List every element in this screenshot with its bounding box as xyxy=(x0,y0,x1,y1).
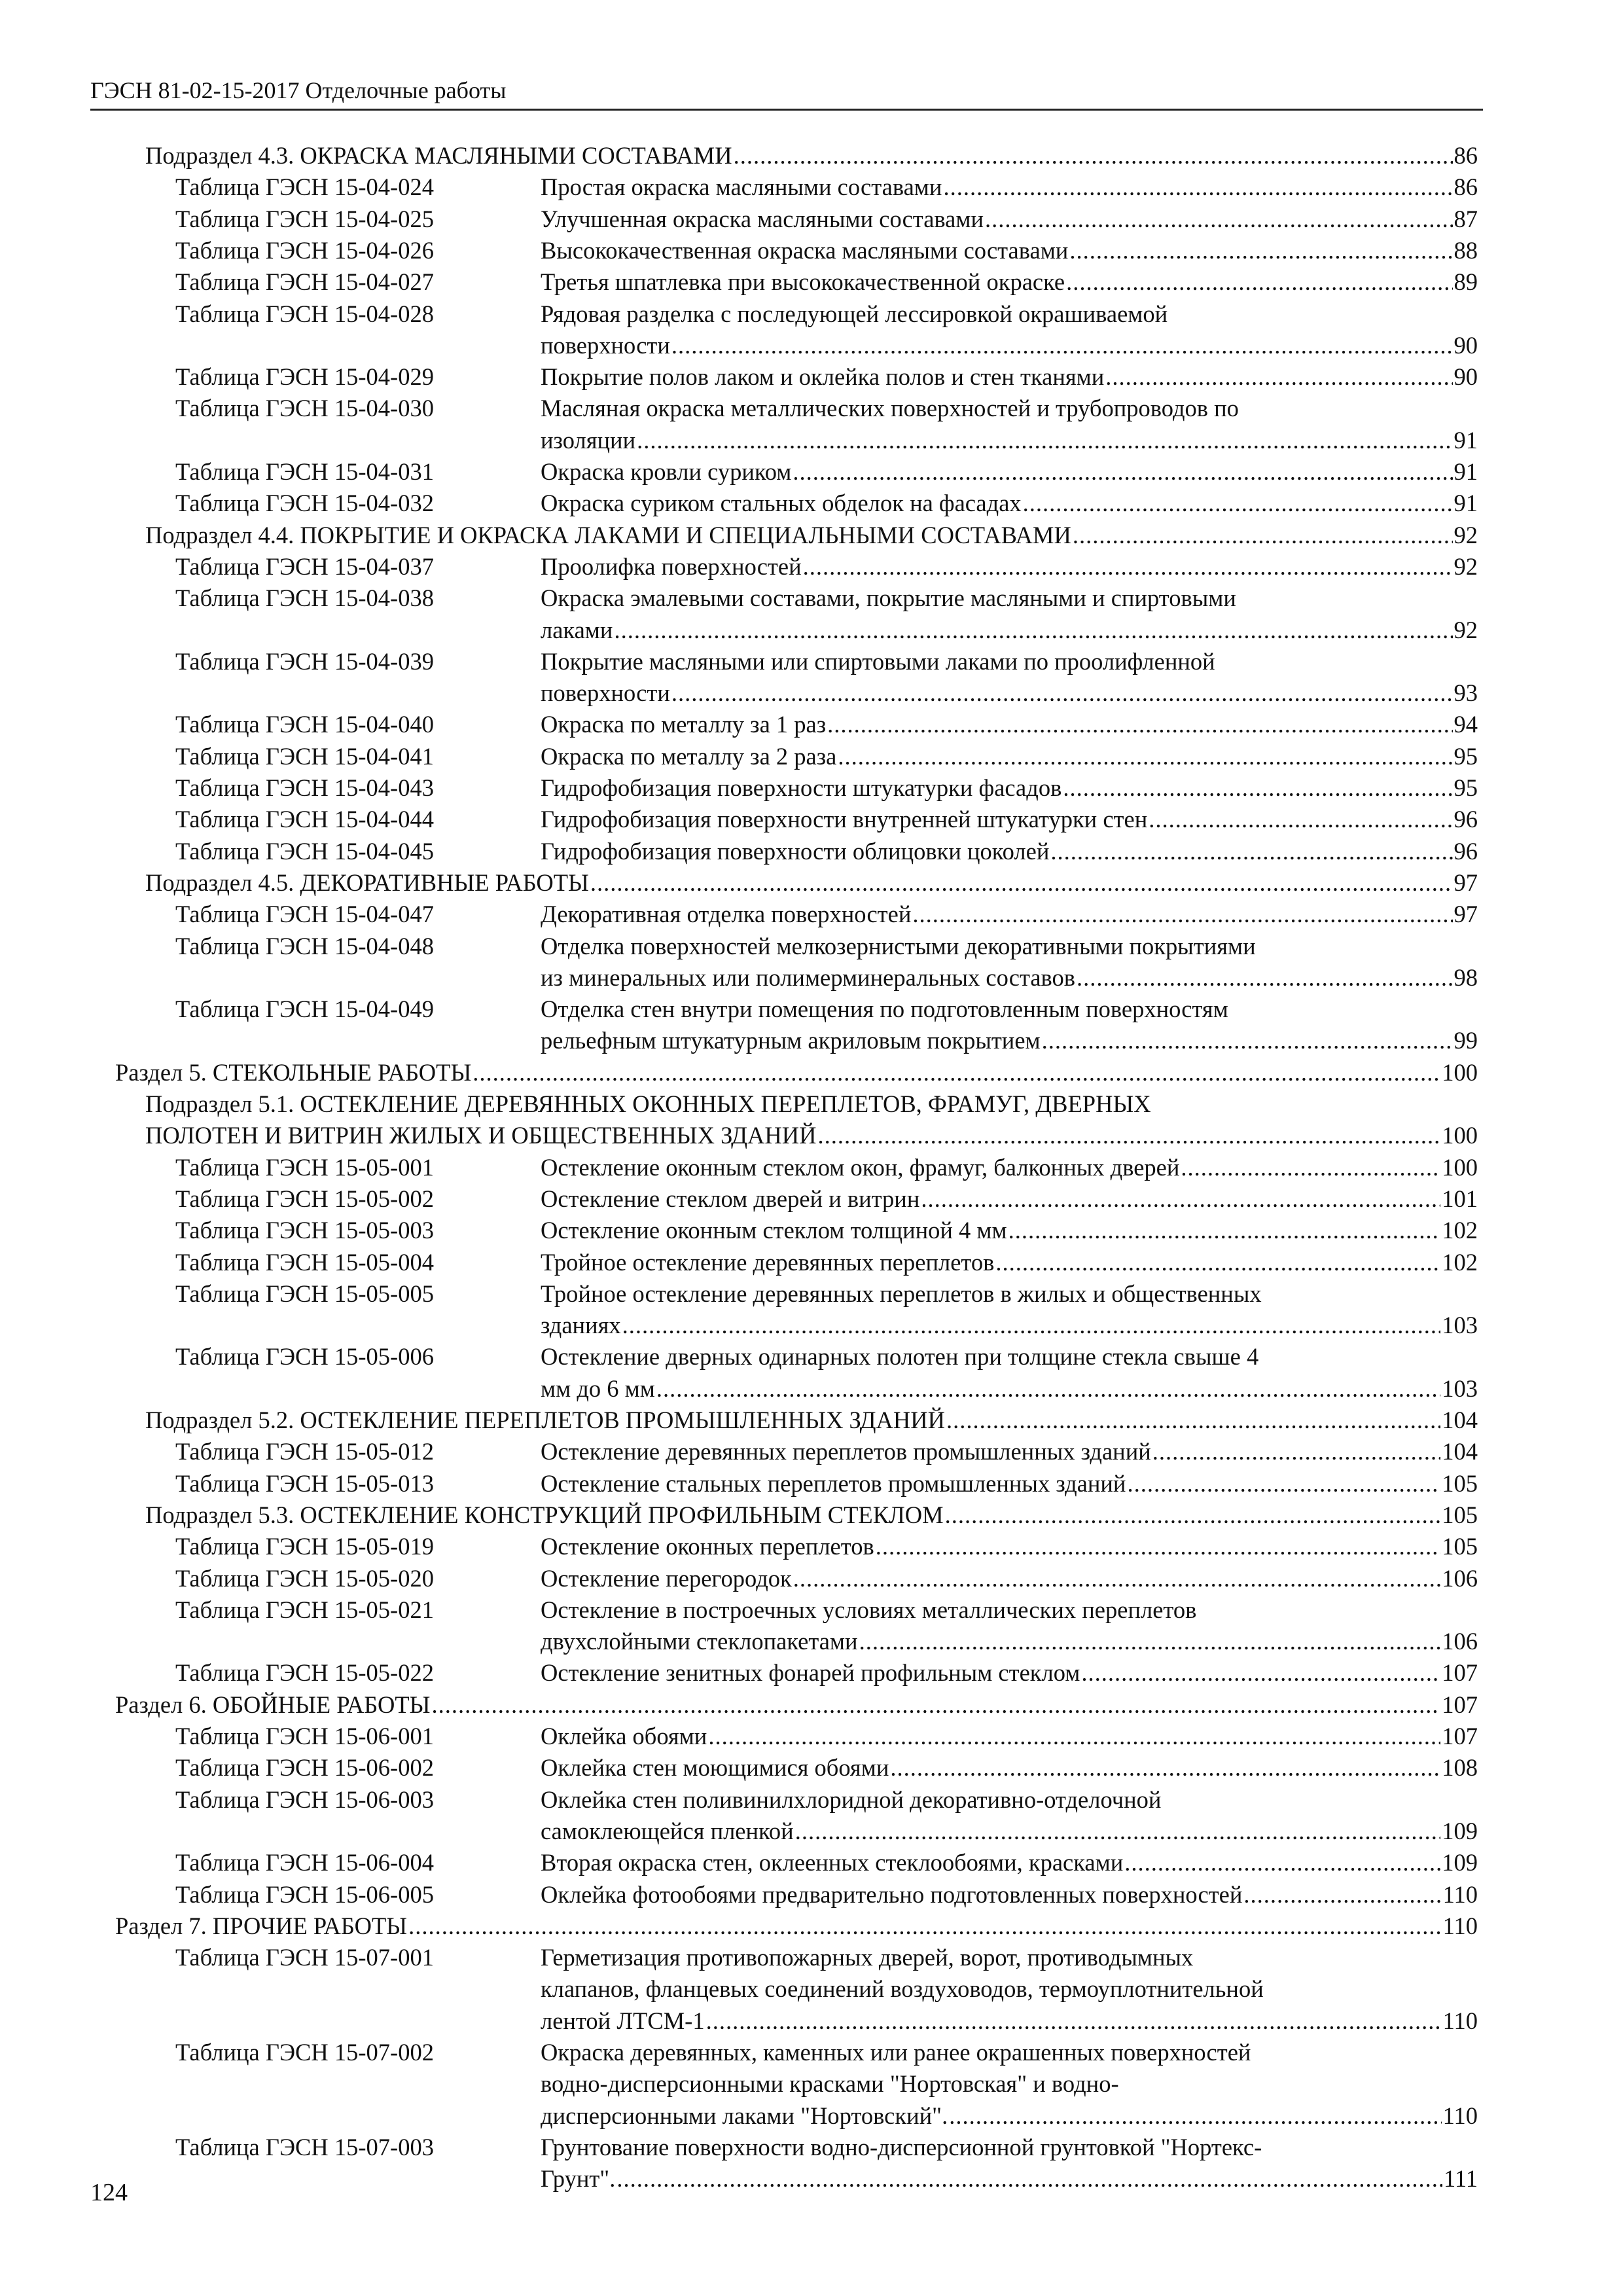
entry-title: Остекление перегородок xyxy=(541,1564,792,1592)
dot-leader xyxy=(622,1310,1441,1341)
entry-page: 96 xyxy=(1454,806,1478,833)
entry-title: двухслойными стеклопакетами xyxy=(541,1628,858,1655)
dot-leader xyxy=(1077,962,1452,994)
entry-title: Остекление оконным стеклом окон, фрамуг, балконных дверей xyxy=(541,1153,1180,1181)
entry-title: Тройное остекление деревянных переплетов xyxy=(541,1248,995,1276)
table-code: Таблица ГЭСН 15-05-021 xyxy=(175,1596,434,1623)
table-title-line xyxy=(541,2100,1478,2132)
entry-page: 107 xyxy=(1442,1659,1478,1687)
toc-subsection xyxy=(145,520,1478,551)
entry-title: дисперсионными лаками "Нортовский". xyxy=(541,2102,948,2129)
dot-leader xyxy=(1042,1025,1453,1056)
dot-leader xyxy=(793,456,1452,488)
dot-leader xyxy=(795,1816,1441,1847)
table-title-line xyxy=(541,456,1478,488)
entry-page: 92 xyxy=(1454,521,1478,548)
table-code: Таблица ГЭСН 15-04-030 xyxy=(175,395,434,422)
page-number: 124 xyxy=(90,2179,128,2206)
entry-title: Оклейка фотообоями предварительно подготовленных поверхностей xyxy=(541,1880,1243,1908)
table-code: Таблица ГЭСН 15-04-043 xyxy=(175,774,434,801)
entry-title: самоклеющейся пленкой xyxy=(541,1817,794,1844)
dot-leader xyxy=(1063,772,1452,804)
toc-section xyxy=(115,1057,1478,1088)
entry-page: 109 xyxy=(1442,1817,1478,1844)
entry-title: рельефным штукатурным акриловым покрытием xyxy=(541,1027,1041,1054)
table-title-line xyxy=(541,836,1478,867)
table-title-line xyxy=(541,1468,1478,1499)
entry-page: 92 xyxy=(1454,552,1478,580)
entry-title: Покрытие полов лаком и оклейка полов и стен тканями xyxy=(541,363,1105,391)
table-title-line: водно-дисперсионными красками "Нортовская" и водно- xyxy=(541,2070,1119,2098)
entry-title: Подраздел 5.2. ОСТЕКЛЕНИЕ ПЕРЕПЛЕТОВ ПРОМЫШЛЕННЫХ ЗДАНИЙ xyxy=(145,1407,945,1433)
table-title-line xyxy=(541,2005,1478,2037)
table-code: Таблица ГЭСН 15-04-026 xyxy=(175,236,434,264)
entry-title: Раздел 6. ОБОЙНЫЕ РАБОТЫ xyxy=(115,1691,431,1718)
entry-page: 95 xyxy=(1454,742,1478,770)
entry-page: 93 xyxy=(1454,679,1478,707)
table-title-line xyxy=(541,804,1478,835)
entry-page: 98 xyxy=(1454,963,1478,991)
dot-leader xyxy=(1081,1657,1440,1689)
entry-page: 95 xyxy=(1454,774,1478,801)
entry-title: Оклейка стен моющимися обоями xyxy=(541,1754,889,1782)
table-title-line xyxy=(541,425,1478,456)
entry-page: 91 xyxy=(1454,426,1478,454)
table-title-line: Покрытие масляными или спиртовыми лаками по проолифленной xyxy=(541,647,1215,675)
table-title-line xyxy=(541,330,1478,361)
dot-leader xyxy=(1181,1152,1440,1183)
entry-page: 89 xyxy=(1454,268,1478,296)
table-code: Таблица ГЭСН 15-04-028 xyxy=(175,300,434,327)
entry-title: Грунт". xyxy=(541,2165,616,2193)
table-title-line xyxy=(541,1215,1478,1246)
table-code: Таблица ГЭСН 15-05-019 xyxy=(175,1533,434,1560)
table-code: Таблица ГЭСН 15-05-005 xyxy=(175,1280,434,1307)
document-title: ГЭСН 81-02-15-2017 Отделочные работы xyxy=(90,77,507,103)
toc-section xyxy=(115,1689,1478,1721)
entry-page: 109 xyxy=(1442,1849,1478,1876)
entry-title: Остекление стеклом дверей и витрин xyxy=(541,1185,920,1212)
table-title-line: Окраска эмалевыми составами, покрытие масляными и спиртовыми xyxy=(541,584,1236,612)
entry-page: 102 xyxy=(1442,1217,1478,1244)
table-title-line xyxy=(541,1531,1478,1562)
dot-leader xyxy=(1069,235,1452,266)
entry-page: 110 xyxy=(1442,2102,1478,2129)
table-title-line xyxy=(541,361,1478,393)
dot-leader xyxy=(671,677,1453,709)
entry-page: 103 xyxy=(1442,1374,1478,1402)
table-code: Таблица ГЭСН 15-05-006 xyxy=(175,1343,434,1371)
table-title-line: Масляная окраска металлических поверхностей и трубопроводов по xyxy=(541,395,1239,422)
table-title-line: Остекление в построечных условиях металлических переплетов xyxy=(541,1596,1197,1623)
table-title-line: Рядовая разделка с последующей лессировкой окрашиваемой xyxy=(541,300,1168,327)
table-title-line xyxy=(541,1626,1478,1657)
table-code: Таблица ГЭСН 15-04-031 xyxy=(175,458,434,485)
table-code: Таблица ГЭСН 15-04-038 xyxy=(175,584,434,612)
entry-title: Подраздел 4.3. ОКРАСКА МАСЛЯНЫМИ СОСТАВАМИ xyxy=(145,142,732,169)
dot-leader xyxy=(1008,1215,1441,1246)
entry-page: 99 xyxy=(1454,1027,1478,1054)
table-title-line xyxy=(541,899,1478,930)
table-title-line xyxy=(541,551,1478,583)
entry-title: лентой ЛТСМ-1 xyxy=(541,2007,705,2034)
table-code: Таблица ГЭСН 15-04-039 xyxy=(175,647,434,675)
dot-leader xyxy=(1152,1436,1440,1467)
entry-page: 101 xyxy=(1442,1185,1478,1212)
table-code: Таблица ГЭСН 15-04-047 xyxy=(175,901,434,928)
entry-title: поверхности xyxy=(541,679,670,707)
entry-page: 106 xyxy=(1442,1628,1478,1655)
entry-page: 86 xyxy=(1454,142,1478,169)
entry-title: Подраздел 4.5. ДЕКОРАТИВНЫЕ РАБОТЫ xyxy=(145,869,589,896)
table-code: Таблица ГЭСН 15-04-029 xyxy=(175,363,434,391)
dot-leader xyxy=(921,1183,1440,1215)
table-code: Таблица ГЭСН 15-04-048 xyxy=(175,932,434,960)
entry-title: Проолифка поверхностей xyxy=(541,552,802,580)
entry-title: Оклейка обоями xyxy=(541,1723,707,1749)
entry-page: 96 xyxy=(1454,837,1478,865)
entry-page: 90 xyxy=(1454,363,1478,391)
table-title-line xyxy=(541,1752,1478,1784)
entry-title: лаками xyxy=(541,616,613,643)
table-code: Таблица ГЭСН 15-05-013 xyxy=(175,1469,434,1497)
toc-subsection xyxy=(145,1405,1478,1436)
table-title-line xyxy=(541,1373,1478,1405)
table-title-line xyxy=(541,1816,1478,1847)
table-code: Таблица ГЭСН 15-07-002 xyxy=(175,2039,434,2066)
entry-page: 100 xyxy=(1442,1058,1478,1086)
entry-page: 103 xyxy=(1442,1312,1478,1339)
entry-page: 106 xyxy=(1442,1564,1478,1592)
dot-leader xyxy=(985,204,1453,235)
dot-leader xyxy=(1023,488,1453,519)
entry-title: Остекление оконных переплетов xyxy=(541,1533,874,1560)
entry-title: Подраздел 4.4. ПОКРЫТИЕ И ОКРАСКА ЛАКАМИ И СПЕЦИАЛЬНЫМИ СОСТАВАМИ xyxy=(145,521,1071,548)
table-code: Таблица ГЭСН 15-04-040 xyxy=(175,711,434,738)
dot-leader xyxy=(408,1910,1441,1942)
dot-leader xyxy=(1124,1847,1440,1878)
table-title-line xyxy=(541,1657,1478,1689)
entry-page: 110 xyxy=(1442,1912,1478,1939)
entry-title: Остекление оконным стеклом толщиной 4 мм xyxy=(541,1217,1007,1244)
table-code: Таблица ГЭСН 15-06-001 xyxy=(175,1723,434,1749)
table-title-line xyxy=(541,1721,1478,1752)
dot-leader xyxy=(706,2005,1442,2037)
entry-page: 88 xyxy=(1454,236,1478,264)
table-code: Таблица ГЭСН 15-04-037 xyxy=(175,552,434,580)
table-code: Таблица ГЭСН 15-04-045 xyxy=(175,837,434,865)
entry-title: Гидрофобизация поверхности штукатурки фасадов xyxy=(541,774,1062,801)
dot-leader xyxy=(995,1247,1440,1278)
table-code: Таблица ГЭСН 15-07-003 xyxy=(175,2133,434,2161)
entry-title: Гидрофобизация поверхности внутренней штукатурки стен xyxy=(541,806,1148,833)
dot-leader xyxy=(1127,1468,1440,1499)
entry-page: 92 xyxy=(1454,616,1478,643)
table-title-line xyxy=(541,1025,1478,1056)
table-title-line: Отделка поверхностей мелкозернистыми декоративными покрытиями xyxy=(541,932,1256,960)
dot-leader xyxy=(1149,804,1452,835)
entry-page: 105 xyxy=(1442,1533,1478,1560)
dot-leader xyxy=(949,2100,1441,2132)
entry-title: поверхности xyxy=(541,331,670,359)
table-title-line xyxy=(541,1436,1478,1467)
dot-leader xyxy=(590,867,1453,899)
entry-title: Декоративная отделка поверхностей xyxy=(541,901,912,928)
table-code: Таблица ГЭСН 15-06-005 xyxy=(175,1880,434,1908)
table-code: Таблица ГЭСН 15-05-002 xyxy=(175,1185,434,1212)
dot-leader xyxy=(656,1373,1440,1405)
entry-page: 97 xyxy=(1454,901,1478,928)
dot-leader xyxy=(890,1752,1440,1784)
entry-page: 87 xyxy=(1454,205,1478,232)
table-title-line xyxy=(541,2163,1478,2195)
table-title-line xyxy=(541,266,1478,298)
dot-leader xyxy=(793,1563,1441,1594)
dot-leader xyxy=(637,425,1452,456)
table-title-line xyxy=(541,488,1478,519)
dot-leader xyxy=(671,330,1453,361)
table-code: Таблица ГЭСН 15-04-049 xyxy=(175,996,434,1023)
table-title-line xyxy=(541,615,1478,646)
dot-leader xyxy=(708,1721,1440,1752)
entry-title: Остекление деревянных переплетов промышленных зданий xyxy=(541,1438,1151,1465)
dot-leader xyxy=(614,615,1452,646)
table-title-line xyxy=(541,1183,1478,1215)
dot-leader xyxy=(946,1405,1440,1436)
table-title-line xyxy=(541,962,1478,994)
entry-title: ПОЛОТЕН И ВИТРИН ЖИЛЫХ И ОБЩЕСТВЕННЫХ ЗДАНИЙ xyxy=(145,1122,817,1149)
entry-page: 104 xyxy=(1442,1438,1478,1465)
table-code: Таблица ГЭСН 15-06-003 xyxy=(175,1785,434,1813)
entry-title: изоляции xyxy=(541,426,636,454)
toc-subsection-cont xyxy=(145,1120,1478,1151)
table-code: Таблица ГЭСН 15-04-025 xyxy=(175,205,434,232)
table-title-line: Грунтование поверхности водно-дисперсионной грунтовкой "Нортекс- xyxy=(541,2133,1262,2161)
table-title-line xyxy=(541,1152,1478,1183)
table-code: Таблица ГЭСН 15-05-022 xyxy=(175,1659,434,1687)
table-code: Таблица ГЭСН 15-04-024 xyxy=(175,173,434,201)
table-title-line xyxy=(541,1847,1478,1878)
entry-page: 107 xyxy=(1442,1691,1478,1718)
table-title-line xyxy=(541,1563,1478,1594)
entry-page: 90 xyxy=(1454,331,1478,359)
entry-title: мм до 6 мм xyxy=(541,1374,655,1402)
dot-leader xyxy=(817,1120,1440,1151)
dot-leader xyxy=(431,1689,1440,1721)
entry-title: Улучшенная окраска масляными составами xyxy=(541,205,984,232)
toc-subsection xyxy=(145,140,1478,171)
toc-section xyxy=(115,1910,1478,1942)
entry-page: 91 xyxy=(1454,490,1478,517)
dot-leader xyxy=(827,709,1452,740)
entry-page: 105 xyxy=(1442,1469,1478,1497)
dot-leader xyxy=(734,140,1453,171)
table-title-line xyxy=(541,709,1478,740)
entry-page: 110 xyxy=(1442,2007,1478,2034)
table-code: Таблица ГЭСН 15-04-027 xyxy=(175,268,434,296)
table-code: Таблица ГЭСН 15-05-001 xyxy=(175,1153,434,1181)
table-code: Таблица ГЭСН 15-04-044 xyxy=(175,806,434,833)
table-title-line: Оклейка стен поливинилхлоридной декоративно-отделочной xyxy=(541,1785,1162,1813)
entry-page: 102 xyxy=(1442,1248,1478,1276)
table-code: Таблица ГЭСН 15-06-002 xyxy=(175,1754,434,1782)
entry-title: Окраска суриком стальных обделок на фасадах xyxy=(541,490,1022,517)
entry-page: 86 xyxy=(1454,173,1478,201)
dot-leader xyxy=(1105,361,1452,393)
dot-leader xyxy=(1066,266,1452,298)
dot-leader xyxy=(945,1499,1441,1531)
entry-page: 91 xyxy=(1454,458,1478,485)
table-code: Таблица ГЭСН 15-06-004 xyxy=(175,1849,434,1876)
table-code: Таблица ГЭСН 15-04-032 xyxy=(175,490,434,517)
table-title-line: клапанов, фланцевых соединений воздуховодов, термоуплотнительной xyxy=(541,1975,1264,2003)
table-code: Таблица ГЭСН 15-04-041 xyxy=(175,742,434,770)
entry-title: Окраска по металлу за 1 раз xyxy=(541,711,827,738)
dot-leader xyxy=(943,171,1452,203)
entry-title: Раздел 5. СТЕКОЛЬНЫЕ РАБОТЫ xyxy=(115,1058,472,1086)
dot-leader xyxy=(803,551,1453,583)
table-code: Таблица ГЭСН 15-05-004 xyxy=(175,1248,434,1276)
entry-page: 97 xyxy=(1454,869,1478,896)
entry-title: Высококачественная окраска масляными составами xyxy=(541,236,1069,264)
table-title-line: Окраска деревянных, каменных или ранее окрашенных поверхностей xyxy=(541,2039,1251,2066)
entry-title: Гидрофобизация поверхности облицовки цоколей xyxy=(541,837,1050,865)
table-title-line: Герметизация противопожарных дверей, ворот, противодымных xyxy=(541,1944,1194,1971)
table-title-line xyxy=(541,1879,1478,1910)
dot-leader xyxy=(1050,836,1452,867)
table-title-line xyxy=(541,171,1478,203)
dot-leader xyxy=(912,899,1452,930)
entry-title: Подраздел 5.3. ОСТЕКЛЕНИЕ КОНСТРУКЦИЙ ПРОФИЛЬНЫМ СТЕКЛОМ xyxy=(145,1501,944,1528)
toc-subsection xyxy=(145,867,1478,899)
entry-page: 94 xyxy=(1454,711,1478,738)
table-title-line xyxy=(541,1247,1478,1278)
table-title-line xyxy=(541,204,1478,235)
entry-page: 100 xyxy=(1442,1153,1478,1181)
entry-title: Раздел 7. ПРОЧИЕ РАБОТЫ xyxy=(115,1912,408,1939)
entry-title: Окраска кровли суриком xyxy=(541,458,792,485)
dot-leader xyxy=(876,1531,1441,1562)
table-title-line: Остекление дверных одинарных полотен при толщине стекла свыше 4 xyxy=(541,1343,1259,1371)
page-header xyxy=(90,77,1483,111)
dot-leader xyxy=(1243,1879,1441,1910)
dot-leader xyxy=(1073,520,1453,551)
table-title-line xyxy=(541,235,1478,266)
toc-subsection xyxy=(145,1499,1478,1531)
dot-leader xyxy=(473,1057,1440,1088)
entry-page: 108 xyxy=(1442,1754,1478,1782)
toc-subsection: Подраздел 5.1. ОСТЕКЛЕНИЕ ДЕРЕВЯННЫХ ОКОННЫХ ПЕРЕПЛЕТОВ, ФРАМУГ, ДВЕРНЫХ xyxy=(145,1090,1151,1117)
table-title-line: Отделка стен внутри помещения по подготовленным поверхностям xyxy=(541,996,1228,1023)
dot-leader xyxy=(859,1626,1441,1657)
table-title-line: Тройное остекление деревянных переплетов в жилых и общественных xyxy=(541,1280,1262,1307)
entry-page: 111 xyxy=(1443,2165,1478,2193)
entry-title: Третья шпатлевка при высококачественной окраске xyxy=(541,268,1065,296)
entry-title: зданиях xyxy=(541,1312,621,1339)
table-code: Таблица ГЭСН 15-07-001 xyxy=(175,1944,434,1971)
entry-title: Окраска по металлу за 2 раза xyxy=(541,742,837,770)
entry-page: 100 xyxy=(1442,1122,1478,1149)
table-title-line xyxy=(541,677,1478,709)
dot-leader xyxy=(616,2163,1442,2195)
entry-page: 110 xyxy=(1442,1880,1478,1908)
entry-title: Остекление зенитных фонарей профильным стеклом xyxy=(541,1659,1080,1687)
table-title-line xyxy=(541,1310,1478,1341)
table-code: Таблица ГЭСН 15-05-012 xyxy=(175,1438,434,1465)
table-title-line xyxy=(541,772,1478,804)
table-code: Таблица ГЭСН 15-05-003 xyxy=(175,1217,434,1244)
entry-page: 105 xyxy=(1442,1501,1478,1528)
entry-title: из минеральных или полимерминеральных составов xyxy=(541,963,1076,991)
dot-leader xyxy=(838,741,1452,772)
entry-title: Остекление стальных переплетов промышленных зданий xyxy=(541,1469,1126,1497)
table-code: Таблица ГЭСН 15-05-020 xyxy=(175,1564,434,1592)
table-title-line xyxy=(541,741,1478,772)
entry-title: Простая окраска масляными составами xyxy=(541,173,942,201)
entry-page: 107 xyxy=(1442,1723,1478,1749)
entry-page: 104 xyxy=(1442,1407,1478,1433)
entry-title: Вторая окраска стен, оклеенных стеклообоями, красками xyxy=(541,1849,1124,1876)
